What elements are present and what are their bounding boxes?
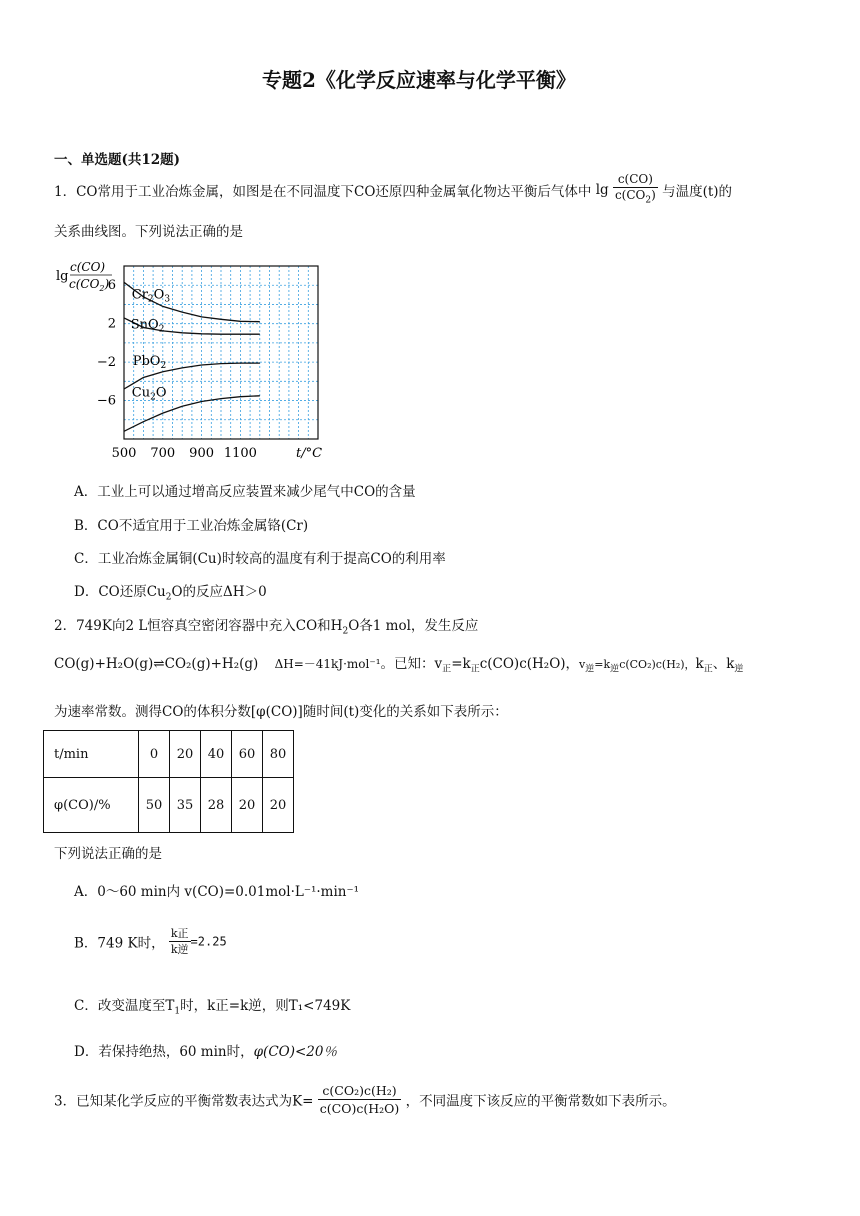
x-tick-label: 900 (189, 446, 215, 461)
q1-stem-line1 (54, 172, 732, 208)
table-row (44, 778, 294, 833)
table-cell: 50 (139, 778, 170, 833)
table-header-cell: φ(CO)/% (44, 778, 139, 833)
q2-optb-fraction: $\frac{\text{k正}}{\text{k逆}}$ (170, 927, 189, 956)
chart-ylabel-num: c(CO) (70, 260, 106, 274)
series-label-sno2: SnO$_2$ (130, 317, 165, 335)
q1-option-d: D．CO还原$Cu_2O$的反应ΔH＞0 (74, 584, 267, 603)
table-cell: 20 (263, 778, 294, 833)
q1-stem-b: 与温度(t)的 (662, 184, 733, 201)
series-label-cu2o: $Cu_2O$ (131, 385, 167, 403)
y-tick-label: 6 (107, 278, 116, 294)
x-tick-label: 1100 (223, 446, 257, 461)
table-cell: 40 (201, 731, 232, 778)
q2-reaction: CO(g)+H₂O(g)⇌CO₂(g)+H₂(g) (54, 656, 259, 672)
q1-fraction (613, 172, 658, 208)
table-cell: 20 (232, 778, 263, 833)
q2-prompt: 下列说法正确的是 (54, 846, 162, 862)
chart-ylabel-den: $c(CO_2)$ (69, 277, 110, 293)
section-heading: 一、单选题(共12题) (54, 152, 181, 168)
series-label-cr2o3: $Cr_2O_3$ (131, 287, 171, 305)
chart-ylabel-lg: lg (56, 269, 69, 284)
q3-stem: 3．已知某化学反应的平衡常数表达式为K= $\frac{\text{c(CO₂)c(H₂)}}{\text{c(CO)c(H₂O)}}$ ，不同温度下该反应的平衡常数如下表所示。 (54, 1083, 676, 1116)
chart-xlabel: t/°C (296, 446, 323, 461)
q2-delta-h: ΔH=－41kJ·mol⁻¹ (274, 657, 381, 671)
q1-option-a: A．工业上可以通过增高反应装置来减少尾气中CO的含量 (74, 484, 416, 500)
y-tick-label: −2 (96, 355, 116, 371)
series-line-cu2o (124, 396, 260, 432)
x-tick-label: 700 (150, 446, 176, 461)
table-cell: 80 (263, 731, 294, 778)
q1-lg: lg (595, 182, 609, 199)
q1-option-b: B．CO不适宜用于工业冶炼金属铬(Cr) (74, 518, 309, 534)
q1-chart (50, 254, 340, 466)
q1-stem-a: 1．CO常用于工业冶炼金属，如图是在不同温度下CO还原四种金属氧化物达平衡后气体中 (54, 184, 592, 201)
table-cell: 60 (232, 731, 263, 778)
q2-stem-line3: 为速率常数。测得CO的体积分数[φ(CO)]随时间(t)变化的关系如下表所示： (54, 704, 508, 720)
q2-option-a: A．0～60 min内 v(CO)=0.01mol·L⁻¹·min⁻¹ (74, 884, 360, 900)
x-tick-label: 500 (111, 446, 137, 461)
q2-table (43, 730, 294, 833)
q2-option-b: B．749 K时， $\frac{\text{k正}}{\text{k逆}}$ =2.25 (74, 927, 227, 956)
table-cell: 20 (170, 731, 201, 778)
q1-frac-den: $c(CO_2)$ (614, 188, 656, 206)
table-header-cell: t/min (44, 731, 139, 778)
table-cell: 28 (201, 778, 232, 833)
q2-reaction-line: CO(g)+H₂O(g)⇌CO₂(g)+H₂(g) ΔH=－41kJ·mol⁻¹。已知：$v_正=k_正c(CO)c(H_2O)$，$v_逆=k_逆c(CO_2)c(H_2)$，$k_正$、$k_逆$ (54, 656, 744, 675)
table-row (44, 731, 294, 778)
table-cell: 35 (170, 778, 201, 833)
q3-fraction: $\frac{\text{c(CO₂)c(H₂)}}{\text{c(CO)c(H₂O)}}$ (319, 1083, 400, 1116)
y-tick-label: 2 (107, 316, 116, 332)
table-cell: 0 (139, 731, 170, 778)
y-tick-label: −6 (96, 393, 116, 409)
series-label-pbo2: PbO$_2$ (132, 353, 167, 371)
q1-stem-line2: 关系曲线图。下列说法正确的是 (54, 224, 243, 240)
q2-stem-line1: 2．749K向2 L恒容真空密闭容器中充入CO和$H_2O$各1 mol，发生反应 (54, 618, 479, 637)
page-title: 专题2《化学反应速率与化学平衡》 (262, 68, 576, 92)
q1-option-c: C．工业冶炼金属铜(Cu)时较高的温度有利于提高CO的利用率 (74, 551, 446, 567)
q2-option-d: D．若保持绝热，60 min时，φ(CO)<20％ (74, 1044, 337, 1060)
q1-frac-num: c(CO) (613, 172, 658, 188)
q2-option-c: C．改变温度至$T_1$时，k正=k逆，则T₁<749K (74, 998, 351, 1017)
